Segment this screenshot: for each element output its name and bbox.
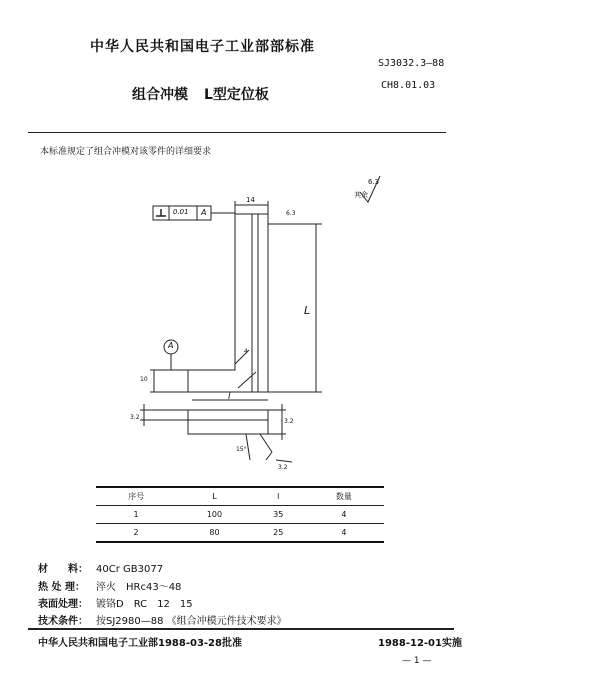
header-cell: 数量 <box>304 487 384 506</box>
dimension-L: L <box>304 304 311 317</box>
table-header-row <box>96 487 384 506</box>
heat-treatment-line <box>38 578 181 593</box>
lower-view-outline <box>188 410 268 434</box>
dimension-6-3: 6.3 <box>286 210 296 217</box>
heat-treatment-label: 热 处 理： <box>38 582 85 593</box>
org-title: 中华人民共和国电子工业部部标准 <box>90 39 315 55</box>
classification-code: CH8.01.03 <box>381 80 436 91</box>
part-outline <box>188 214 268 392</box>
footer-rule <box>28 628 454 630</box>
surface-treatment-value: 镀铬D RC 12 15 <box>96 599 193 610</box>
material-value: 40Cr GB3077 <box>96 564 164 575</box>
dimension-14: 14 <box>246 196 255 204</box>
table-cell: 1 <box>96 506 176 524</box>
dimension-4: 4 <box>244 348 248 355</box>
technical-conditions-label: 技术条件： <box>38 616 88 627</box>
intro-text: 本标准规定了组合冲模对该零件的详细要求 <box>40 147 212 157</box>
flatness-value: 0.01 <box>173 208 189 216</box>
chamfer-line <box>238 372 256 388</box>
roughness-note: 其余 <box>354 191 368 199</box>
table-cell: 4 <box>304 506 384 524</box>
material-label: 材 料： <box>38 564 88 575</box>
frame-datum: A <box>201 208 207 217</box>
table-row <box>96 506 384 524</box>
dimension-b: 3.2 <box>130 414 140 421</box>
dimension-c: 3.2 <box>284 418 294 425</box>
approval-text: 中华人民共和国电子工业部1988-03-28批准 <box>38 638 242 649</box>
standard-code: SJ3032.3—88 <box>378 58 445 69</box>
technical-conditions-value: 按SJ2980—88 《组合冲模元件技术要求》 <box>96 616 287 627</box>
dimension-l: l <box>228 392 231 402</box>
header-cell: L <box>176 487 253 506</box>
datum-label: A <box>168 341 174 350</box>
table-cell: 35 <box>253 506 304 524</box>
dimension-angle: 15° <box>236 446 247 453</box>
heat-treatment-value: 淬火 HRc43～48 <box>96 582 182 593</box>
material-line <box>38 560 163 575</box>
table-cell: 25 <box>253 524 304 543</box>
spec-table <box>96 486 384 543</box>
header-cell: 序号 <box>96 487 176 506</box>
page-number: — 1 — <box>402 656 432 666</box>
roughness-value: 6.3 <box>368 178 380 186</box>
surface-treatment-label: 表面处理： <box>38 599 88 610</box>
table-cell: 100 <box>176 506 253 524</box>
technical-conditions-line <box>38 612 287 627</box>
table-cell: 80 <box>176 524 253 543</box>
table-cell: 2 <box>96 524 176 543</box>
table-cell: 4 <box>304 524 384 543</box>
document-title-part-a: 组合冲模 <box>132 87 188 103</box>
document-title-part-b: L型定位板 <box>204 87 269 103</box>
dimension-10: 10 <box>140 376 148 383</box>
table-row <box>96 524 384 543</box>
dimension-tolerance: 3.2 <box>278 464 288 471</box>
header-cell: l <box>253 487 304 506</box>
effective-date: 1988-12-01实施 <box>378 638 462 649</box>
surface-treatment-line <box>38 595 193 610</box>
